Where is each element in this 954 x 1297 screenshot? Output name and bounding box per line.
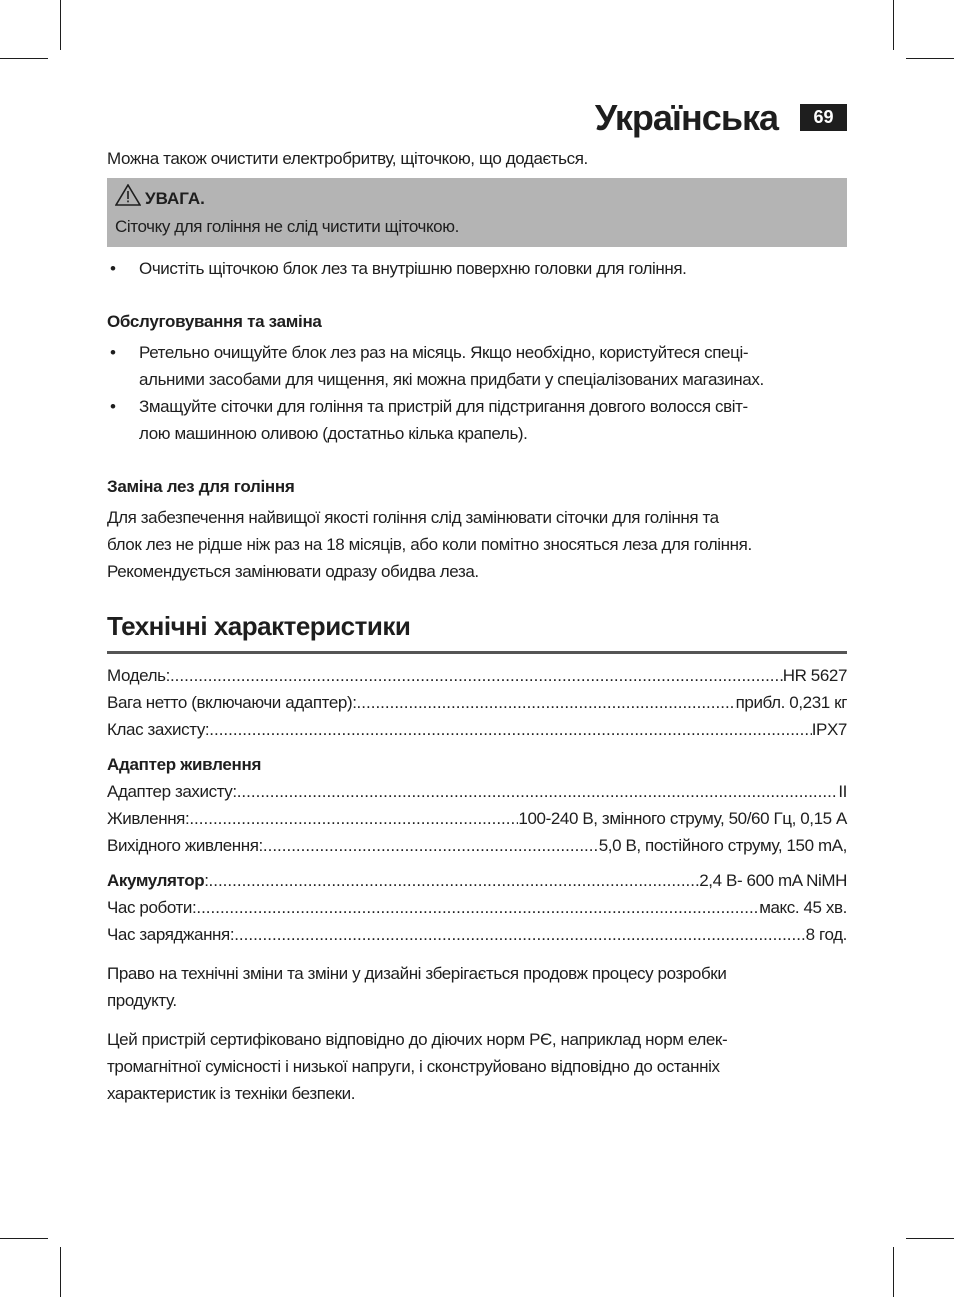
spec-row: Адаптер захисту: ..... II <box>107 778 847 805</box>
cleaning-bullets <box>107 255 847 282</box>
warning-title: УВАГА. <box>145 189 205 208</box>
intro-text: Можна також очистити електробритву, щіточкою, що додається. <box>107 149 588 168</box>
warning-box <box>107 178 847 247</box>
spec-row: Вага нетто (включаючи адаптер): ..... прибл. 0,231 кг <box>107 689 847 716</box>
blades-heading: Заміна лез для гоління <box>107 477 295 496</box>
warning-triangle-icon <box>115 184 141 214</box>
maintenance-heading: Обслуговування та заміна <box>107 312 322 331</box>
crop-mark <box>60 1247 61 1297</box>
warning-text: Сіточку для гоління не слід чистити щіточкою. <box>115 217 459 236</box>
maintenance-bullets <box>107 339 847 447</box>
adapter-heading: Адаптер живлення <box>107 755 262 774</box>
spec-row: Час заряджання: ..... 8 год. <box>107 921 847 948</box>
spec-row: Вихідного живлення: ..... 5,0 В, постійного струму, 150 mA, <box>107 832 847 859</box>
spec-row: Модель: ..... HR 5627 <box>107 662 847 689</box>
crop-mark <box>0 58 48 59</box>
crop-mark <box>906 1238 954 1239</box>
crop-mark <box>893 0 894 50</box>
spec-row: Клас захисту: ..... IPX7 <box>107 716 847 743</box>
tech-specs-main <box>107 662 847 743</box>
crop-mark <box>0 1238 48 1239</box>
tech-section-title: Технічні характеристики <box>107 609 847 654</box>
spec-row: Акумулятор: ..... 2,4 В- 600 mA NiMH <box>107 867 847 894</box>
tech-specs-adapter <box>107 778 847 859</box>
crop-mark <box>906 58 954 59</box>
bullet-icon: • <box>110 343 116 362</box>
list-item: • Змащуйте сіточки для гоління та пристрій для підстригання довгого волосся світ- лою машинною оливою (достатньо кілька крапель). <box>107 393 847 447</box>
warning-header <box>115 184 839 214</box>
spec-row: Живлення: ..... 100-240 В, змінного струму, 50/60 Гц, 0,15 А <box>107 805 847 832</box>
footer-paragraph: Цей пристрій сертифіковано відповідно до діючих норм РЄ, наприклад норм елек- тромагнітної сумісності і низької напруги, і сконструйовано відповідно до останніх характеристик із техніки безпеки. <box>107 1030 728 1103</box>
page-content <box>107 145 847 1107</box>
bullet-icon: • <box>110 259 116 278</box>
bullet-icon: • <box>110 397 116 416</box>
crop-mark <box>893 1247 894 1297</box>
blades-text: Для забезпечення найвищої якості гоління слід замінювати сіточки для гоління та блок лез не рідше ніж раз на 18 місяців, або коли помітно зносяться леза для гоління. Рекомендується замінювати одразу обидва леза. <box>107 508 752 581</box>
tech-specs-battery <box>107 867 847 948</box>
list-item: • Ретельно очищуйте блок лез раз на місяць. Якщо необхідно, користуйтеся спеці- альними засобами для чищення, які можна придбати у спеціалізованих магазинах. <box>107 339 847 393</box>
page-number-badge: 69 <box>800 104 847 131</box>
page-title: Українська <box>594 97 778 138</box>
list-item: • Очистіть щіточкою блок лез та внутрішню поверхню головки для гоління. <box>107 255 847 282</box>
spec-row: Час роботи: ..... макс. 45 хв. <box>107 894 847 921</box>
footer-paragraph: Право на технічні зміни та зміни у дизайні зберігається продовж процесу розробки продукту. <box>107 964 727 1010</box>
crop-mark <box>60 0 61 50</box>
